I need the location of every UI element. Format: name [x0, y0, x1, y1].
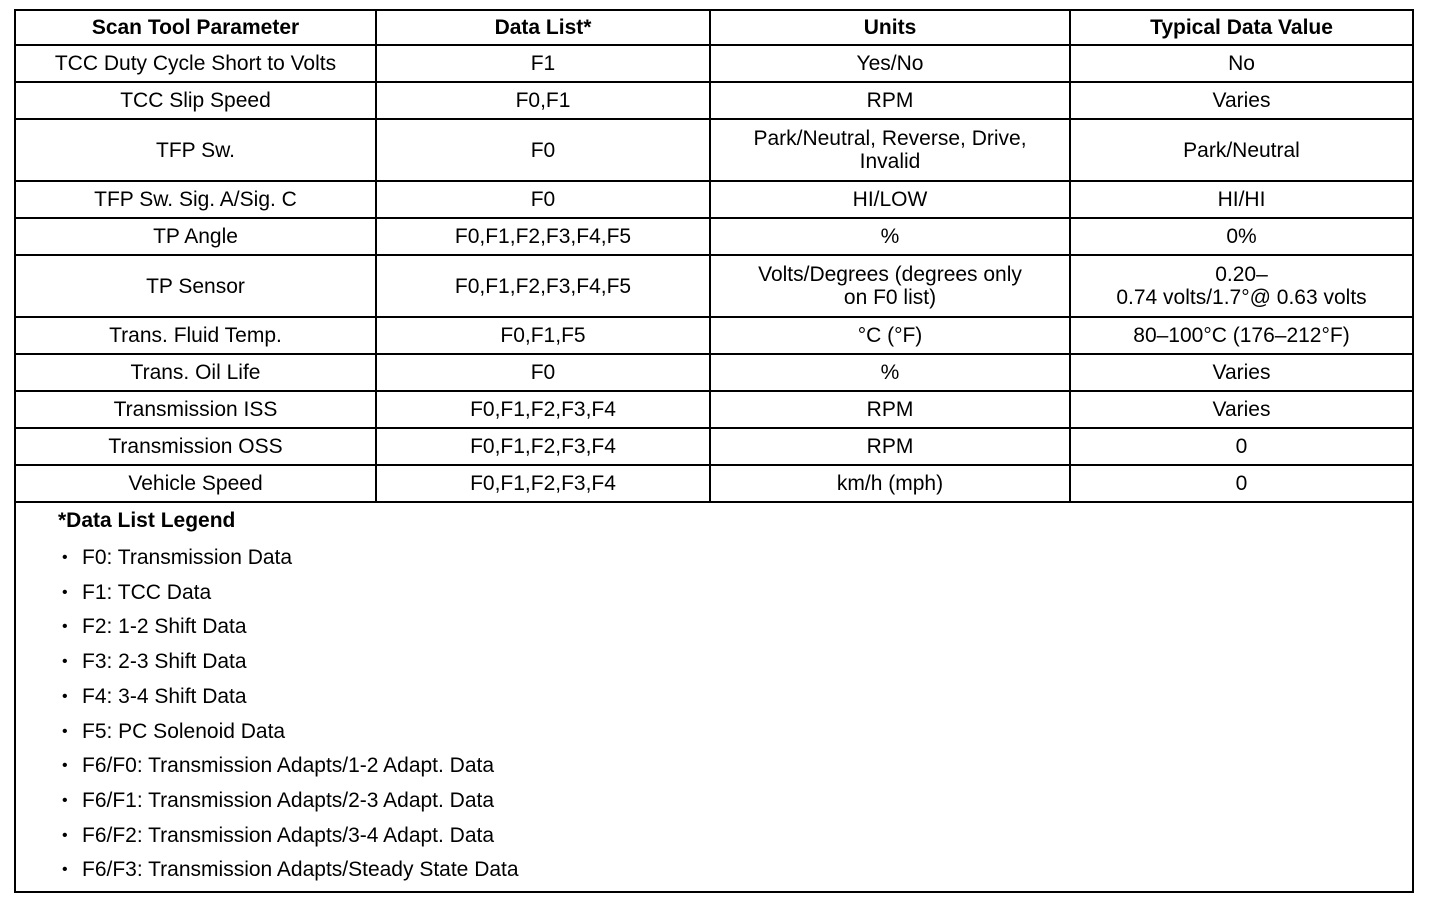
cell-units-line: HI/LOW	[852, 188, 928, 211]
cell-typical-value	[1070, 45, 1412, 82]
cell-units-line: %	[880, 361, 900, 384]
scan-tool-parameter-table	[16, 11, 1412, 503]
cell-typical-value-line: No	[1228, 52, 1255, 75]
legend-item-text: F3: 2-3 Shift Data	[82, 650, 247, 674]
cell-typical-value	[1070, 119, 1412, 181]
cell-units	[710, 465, 1070, 502]
legend-item-text: F1: TCC Data	[82, 580, 212, 604]
cell-parameter: TP Angle	[16, 218, 376, 255]
legend-item-text: F2: 1-2 Shift Data	[82, 615, 247, 639]
bullet-icon: •	[62, 757, 68, 775]
cell-data-list: F0,F1,F2,F3,F4	[376, 465, 710, 502]
bullet-icon: •	[62, 653, 68, 671]
table-row	[16, 119, 1412, 181]
table-row	[16, 82, 1412, 119]
legend-list	[62, 541, 1412, 888]
legend-item-text: F4: 3-4 Shift Data	[82, 684, 247, 708]
legend-title: *Data List Legend	[58, 509, 236, 532]
bullet-icon: •	[62, 687, 68, 705]
table-row	[16, 428, 1412, 465]
cell-parameter: Trans. Oil Life	[16, 354, 376, 391]
cell-typical-value-line: 80–100°C (176–212°F)	[1133, 324, 1350, 347]
cell-units	[710, 354, 1070, 391]
cell-units	[710, 218, 1070, 255]
cell-typical-value	[1070, 181, 1412, 218]
table-row	[16, 218, 1412, 255]
cell-units-line: %	[880, 225, 900, 248]
cell-data-list: F1	[376, 45, 710, 82]
column-header-units: Units	[710, 11, 1070, 45]
bullet-icon: •	[62, 583, 68, 601]
cell-units	[710, 255, 1070, 317]
bullet-icon: •	[62, 722, 68, 740]
cell-parameter: Transmission OSS	[16, 428, 376, 465]
cell-units-line: Park/Neutral, Reverse, Drive,	[753, 127, 1027, 150]
cell-typical-value	[1070, 465, 1412, 502]
cell-data-list: F0,F1,F2,F3,F4	[376, 391, 710, 428]
legend-item	[62, 853, 1412, 888]
cell-units	[710, 181, 1070, 218]
cell-typical-value	[1070, 218, 1412, 255]
cell-typical-value	[1070, 82, 1412, 119]
legend-item-text: F6/F0: Transmission Adapts/1-2 Adapt. Data	[82, 754, 495, 778]
scan-tool-data-sheet	[14, 9, 1414, 893]
cell-typical-value	[1070, 255, 1412, 317]
cell-data-list: F0	[376, 119, 710, 181]
cell-data-list: F0	[376, 354, 710, 391]
cell-units	[710, 45, 1070, 82]
cell-units	[710, 119, 1070, 181]
cell-data-list: F0,F1,F5	[376, 317, 710, 354]
cell-data-list: F0	[376, 181, 710, 218]
legend-item	[62, 784, 1412, 819]
legend-item-text: F5: PC Solenoid Data	[82, 719, 286, 743]
cell-units-line: RPM	[866, 89, 914, 112]
table-row	[16, 465, 1412, 502]
cell-data-list: F0,F1	[376, 82, 710, 119]
legend-item	[62, 715, 1412, 750]
cell-units-line: on F0 list)	[843, 286, 937, 309]
bullet-icon: •	[62, 549, 68, 566]
legend-item-text: F6/F1: Transmission Adapts/2-3 Adapt. Data	[82, 788, 495, 812]
column-header-data-list: Data List*	[376, 11, 710, 45]
legend-item-text: F6/F3: Transmission Adapts/Steady State Data	[82, 858, 519, 882]
legend-item	[62, 541, 1412, 576]
cell-parameter: TP Sensor	[16, 255, 376, 317]
table-body	[16, 45, 1412, 502]
cell-units	[710, 428, 1070, 465]
cell-typical-value-line: 0	[1235, 435, 1248, 458]
column-header-typical-value: Typical Data Value	[1070, 11, 1412, 45]
legend-item	[62, 680, 1412, 715]
cell-typical-value-line: 0%	[1226, 225, 1257, 248]
cell-parameter: Vehicle Speed	[16, 465, 376, 502]
cell-data-list: F0,F1,F2,F3,F4	[376, 428, 710, 465]
legend-item-text: F0: Transmission Data	[82, 546, 293, 569]
cell-typical-value-line: HI/HI	[1217, 188, 1266, 211]
cell-typical-value	[1070, 354, 1412, 391]
cell-units-line: Volts/Degrees (degrees only	[758, 263, 1022, 286]
cell-units	[710, 317, 1070, 354]
cell-parameter: TFP Sw. Sig. A/Sig. C	[16, 181, 376, 218]
cell-units	[710, 391, 1070, 428]
cell-parameter: TFP Sw.	[16, 119, 376, 181]
cell-typical-value	[1070, 428, 1412, 465]
table-row	[16, 354, 1412, 391]
cell-units-line: Yes/No	[856, 52, 924, 75]
table-row	[16, 317, 1412, 354]
legend-item	[62, 819, 1412, 854]
table-row	[16, 255, 1412, 317]
cell-data-list: F0,F1,F2,F3,F4,F5	[376, 218, 710, 255]
cell-units-line: km/h (mph)	[836, 472, 944, 495]
legend-item	[62, 576, 1412, 611]
table-row	[16, 181, 1412, 218]
cell-units	[710, 82, 1070, 119]
legend-item	[62, 610, 1412, 645]
bullet-icon: •	[62, 618, 68, 636]
legend-item	[62, 645, 1412, 680]
cell-units-line: Invalid	[859, 150, 921, 173]
bullet-icon: •	[62, 826, 68, 844]
bullet-icon: •	[62, 791, 68, 809]
cell-parameter: TCC Slip Speed	[16, 82, 376, 119]
cell-parameter: TCC Duty Cycle Short to Volts	[16, 45, 376, 82]
cell-units-line: RPM	[866, 398, 914, 421]
cell-typical-value-line: Varies	[1212, 398, 1271, 421]
legend-item	[62, 749, 1412, 784]
table-row	[16, 45, 1412, 82]
cell-typical-value-line: 0.20–	[1215, 263, 1268, 286]
cell-units-line: RPM	[866, 435, 914, 458]
legend-item-text: F6/F2: Transmission Adapts/3-4 Adapt. Data	[82, 823, 495, 847]
cell-parameter: Transmission ISS	[16, 391, 376, 428]
table-header-row	[16, 11, 1412, 45]
cell-typical-value	[1070, 391, 1412, 428]
cell-typical-value-line: Varies	[1212, 89, 1271, 112]
cell-typical-value-line: Park/Neutral	[1183, 138, 1300, 162]
cell-typical-value-line: 0.74 volts/1.7°@ 0.63 volts	[1116, 286, 1367, 309]
cell-parameter: Trans. Fluid Temp.	[16, 317, 376, 354]
cell-units-line: °C (°F)	[857, 324, 923, 347]
cell-typical-value-line: Varies	[1212, 361, 1271, 384]
column-header-parameter: Scan Tool Parameter	[16, 11, 376, 45]
cell-data-list: F0,F1,F2,F3,F4,F5	[376, 255, 710, 317]
cell-typical-value	[1070, 317, 1412, 354]
table-row	[16, 391, 1412, 428]
data-list-legend	[16, 503, 1412, 888]
bullet-icon: •	[62, 861, 68, 879]
cell-typical-value-line: 0	[1235, 472, 1248, 495]
